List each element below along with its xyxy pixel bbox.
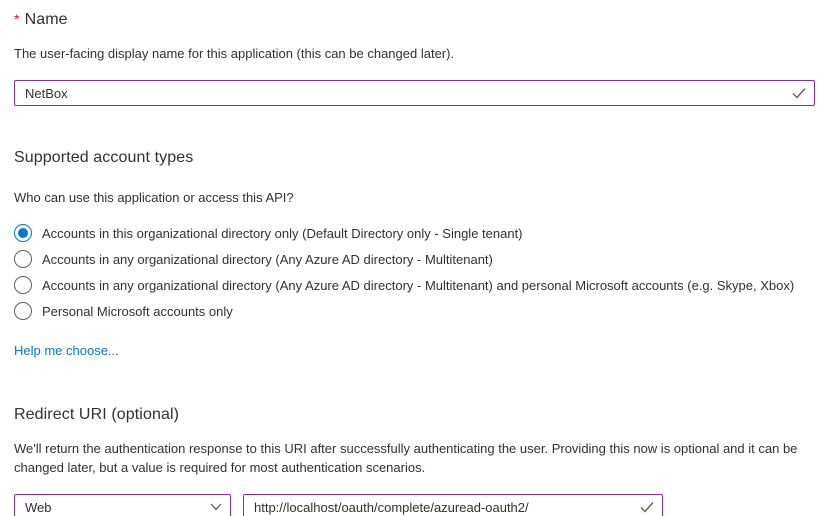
platform-select-value: Web: [25, 499, 52, 515]
redirect-uri-section: [14, 406, 815, 516]
radio-unselected-icon: [14, 302, 32, 320]
radio-selected-icon: [14, 224, 32, 242]
account-types-radio-group: [14, 220, 815, 324]
name-title-text: Name: [24, 11, 68, 28]
name-section: [14, 11, 815, 106]
account-types-title: Supported account types: [14, 149, 194, 166]
redirect-uri-title: Redirect URI (optional): [14, 406, 180, 423]
redirect-uri-input[interactable]: [243, 494, 663, 516]
account-types-section: [14, 149, 815, 360]
radio-option-multitenant[interactable]: [14, 246, 815, 272]
radio-unselected-icon: [14, 250, 32, 268]
name-input-container: [14, 80, 815, 106]
name-input[interactable]: [14, 80, 815, 106]
name-description: The user-facing display name for this application (this can be changed later).: [14, 46, 455, 61]
radio-option-multitenant-personal[interactable]: [14, 272, 815, 298]
redirect-uri-controls: [14, 494, 815, 516]
radio-option-label: Personal Microsoft accounts only: [42, 303, 233, 319]
radio-option-single-tenant[interactable]: [14, 220, 815, 246]
platform-select[interactable]: [14, 494, 231, 516]
redirect-uri-description: We'll return the authentication response to this URI after successfully authenticating the user. Providing this now is optional and it can be changed later, but a value is required for most authentication scenarios.: [14, 441, 798, 475]
radio-option-personal-only[interactable]: [14, 298, 815, 324]
radio-option-label: Accounts in any organizational directory (Any Azure AD directory - Multitenant): [42, 251, 493, 267]
account-types-question: Who can use this application or access this API?: [14, 190, 294, 205]
name-section-title: [14, 11, 815, 29]
radio-unselected-icon: [14, 276, 32, 294]
radio-option-label: Accounts in any organizational directory (Any Azure AD directory - Multitenant) and personal Microsoft accounts (e.g. Skype, Xbox): [42, 277, 795, 293]
uri-input-container: [243, 494, 663, 516]
required-asterisk: *: [14, 11, 20, 27]
radio-option-label: Accounts in this organizational directory only (Default Directory only - Single tenant): [42, 225, 523, 241]
platform-select-container: [14, 494, 231, 516]
help-me-choose-link[interactable]: Help me choose...: [14, 343, 119, 358]
